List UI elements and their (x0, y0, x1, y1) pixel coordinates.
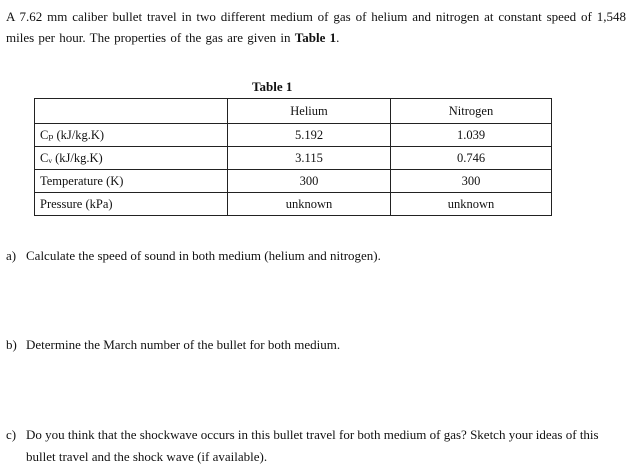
question-label: c) (6, 427, 17, 442)
question-a (6, 245, 381, 267)
row-label: Temperature (K) (35, 170, 228, 193)
helium-value: 300 (228, 170, 391, 193)
table-header-empty (35, 99, 228, 124)
question-text: Calculate the speed of sound in both medium (helium and nitrogen). (26, 248, 381, 263)
row-label: Pressure (kPa) (35, 193, 228, 216)
table-row (35, 147, 552, 170)
question-text: Do you think that the shockwave occurs in this bullet travel for both medium of gas? Sketch your ideas of this bullet travel and the shock wave (if available). (26, 427, 599, 464)
table-reference: Table 1 (294, 30, 337, 45)
table-header-row (35, 99, 552, 124)
nitrogen-value: 1.039 (391, 124, 552, 147)
row-label: Cₚ (kJ/kg.K) (35, 124, 228, 147)
nitrogen-value: 0.746 (391, 147, 552, 170)
table-row (35, 170, 552, 193)
table-row (35, 124, 552, 147)
table-header-nitrogen: Nitrogen (391, 99, 552, 124)
gas-properties-table (34, 98, 552, 216)
table-caption: Table 1 (252, 79, 293, 94)
nitrogen-value: 300 (391, 170, 552, 193)
row-label: Cᵥ (kJ/kg.K) (35, 147, 228, 170)
question-c (6, 424, 621, 468)
table-row (35, 193, 552, 216)
intro-period: . (336, 30, 340, 45)
nitrogen-value: unknown (391, 193, 552, 216)
question-b (6, 334, 340, 356)
question-text: Determine the March number of the bullet for both medium. (26, 337, 341, 352)
helium-value: 3.115 (228, 147, 391, 170)
question-label: b) (6, 337, 17, 352)
problem-statement (6, 6, 626, 48)
helium-value: unknown (228, 193, 391, 216)
helium-value: 5.192 (228, 124, 391, 147)
question-label: a) (6, 248, 17, 263)
intro-text: A 7.62 mm caliber bullet travel in two different medium of gas of helium and nitrogen at constant speed of 1,548 miles per hour. The properties of the gas are given in (6, 9, 626, 45)
table-header-helium: Helium (228, 99, 391, 124)
